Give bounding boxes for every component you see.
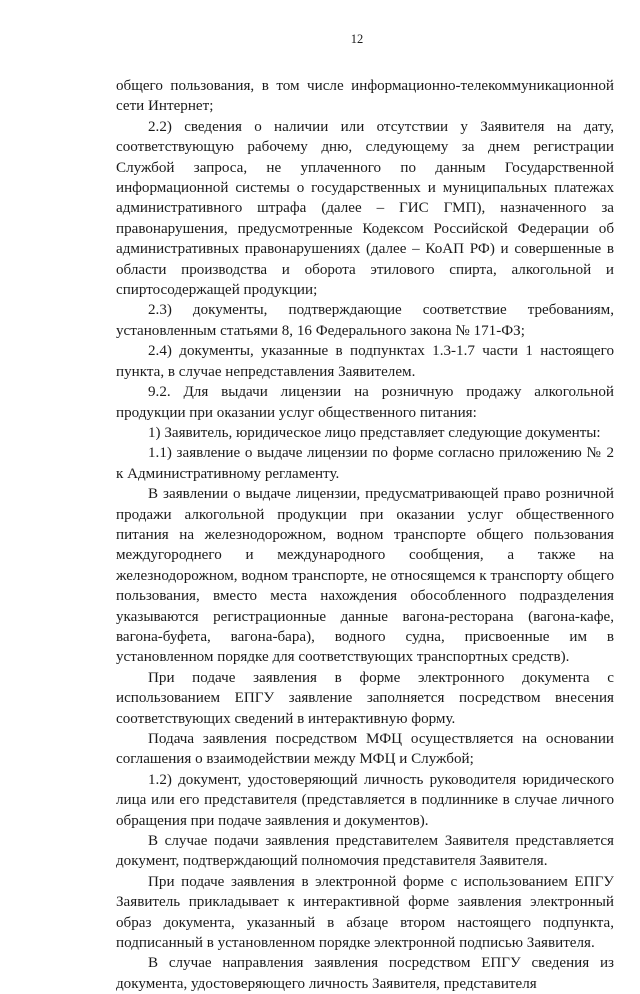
paragraph: При подаче заявления в форме электронного документа с использованием ЕПГУ заявление заполняется посредством внесения соответствующих сведений в интерактивную форму. <box>116 669 614 727</box>
paragraph: 1) Заявитель, юридическое лицо представляет следующие документы: <box>148 424 601 441</box>
paragraph: 2.3) документы, подтверждающие соответствие требованиям, установленным статьями 8, 16 Федерального закона № 171-ФЗ; <box>116 302 614 339</box>
paragraph: При подаче заявления в электронной форме с использованием ЕПГУ Заявитель прикладывает к интерактивной форме заявления электронный образ документа, указанный в абзаце втором настоящего подпункта, подписанный в установленном порядке электронной подписью Заявителя. <box>116 873 614 952</box>
paragraph: Подача заявления посредством МФЦ осуществляется на основании соглашения о взаимодействии между МФЦ и Службой; <box>116 731 614 768</box>
paragraph: 2.4) документы, указанные в подпунктах 1.3-1.7 части 1 настоящего пункта, в случае непредставления Заявителем. <box>116 343 614 380</box>
paragraph: 1.2) документ, удостоверяющий личность руководителя юридического лица или его представителя (представляется в подлиннике в случае личного обращения при подаче заявления и документов). <box>116 771 614 829</box>
paragraph: В случае подачи заявления представителем Заявителя представляется документ, подтверждающий полномочия представителя Заявителя. <box>116 833 614 870</box>
document-body <box>116 76 614 994</box>
paragraph: 9.2. Для выдачи лицензии на розничную продажу алкогольной продукции при оказании услуг общественного питания: <box>116 384 614 421</box>
paragraph: В заявлении о выдаче лицензии, предусматривающей право розничной продажи алкогольной продукции при оказании услуг общественного питания на железнодорожном, водном транспорте общего пользования междугороднего и международного сообщения, а также на железнодорожном, водном транспорте, не относящемся к транспорту общего пользования, вместо места нахождения обособленного подразделения указываются регистрационные данные вагона-ресторана (вагона-кафе, вагона-буфета, вагона-бара), водного судна, присвоенные им в установленном порядке для соответствующих транспортных средств). <box>116 486 614 666</box>
paragraph: В случае направления заявления посредством ЕПГУ сведения из документа, удостоверяющего личность Заявителя, представителя <box>116 955 614 992</box>
paragraph: 2.2) сведения о наличии или отсутствии у Заявителя на дату, соответствующую рабочему дню, следующему за днем регистрации Службой запроса, не уплаченного по данным Государственной информационной системы о государственных и муниципальных платежах административного штрафа (далее – ГИС ГМП), назначенного за правонарушения, предусмотренные Кодексом Российской Федерации об административных правонарушениях (далее – КоАП РФ) и совершенные в области производства и оборота этилового спирта, алкогольной и спиртосодержащей продукции; <box>116 118 614 299</box>
paragraph: общего пользования, в том числе информационно-телекоммуникационной сети Интернет; <box>116 78 614 115</box>
page-number: 12 <box>350 32 364 46</box>
paragraph: 1.1) заявление о выдаче лицензии по форме согласно приложению № 2 к Административному регламенту. <box>116 445 614 482</box>
